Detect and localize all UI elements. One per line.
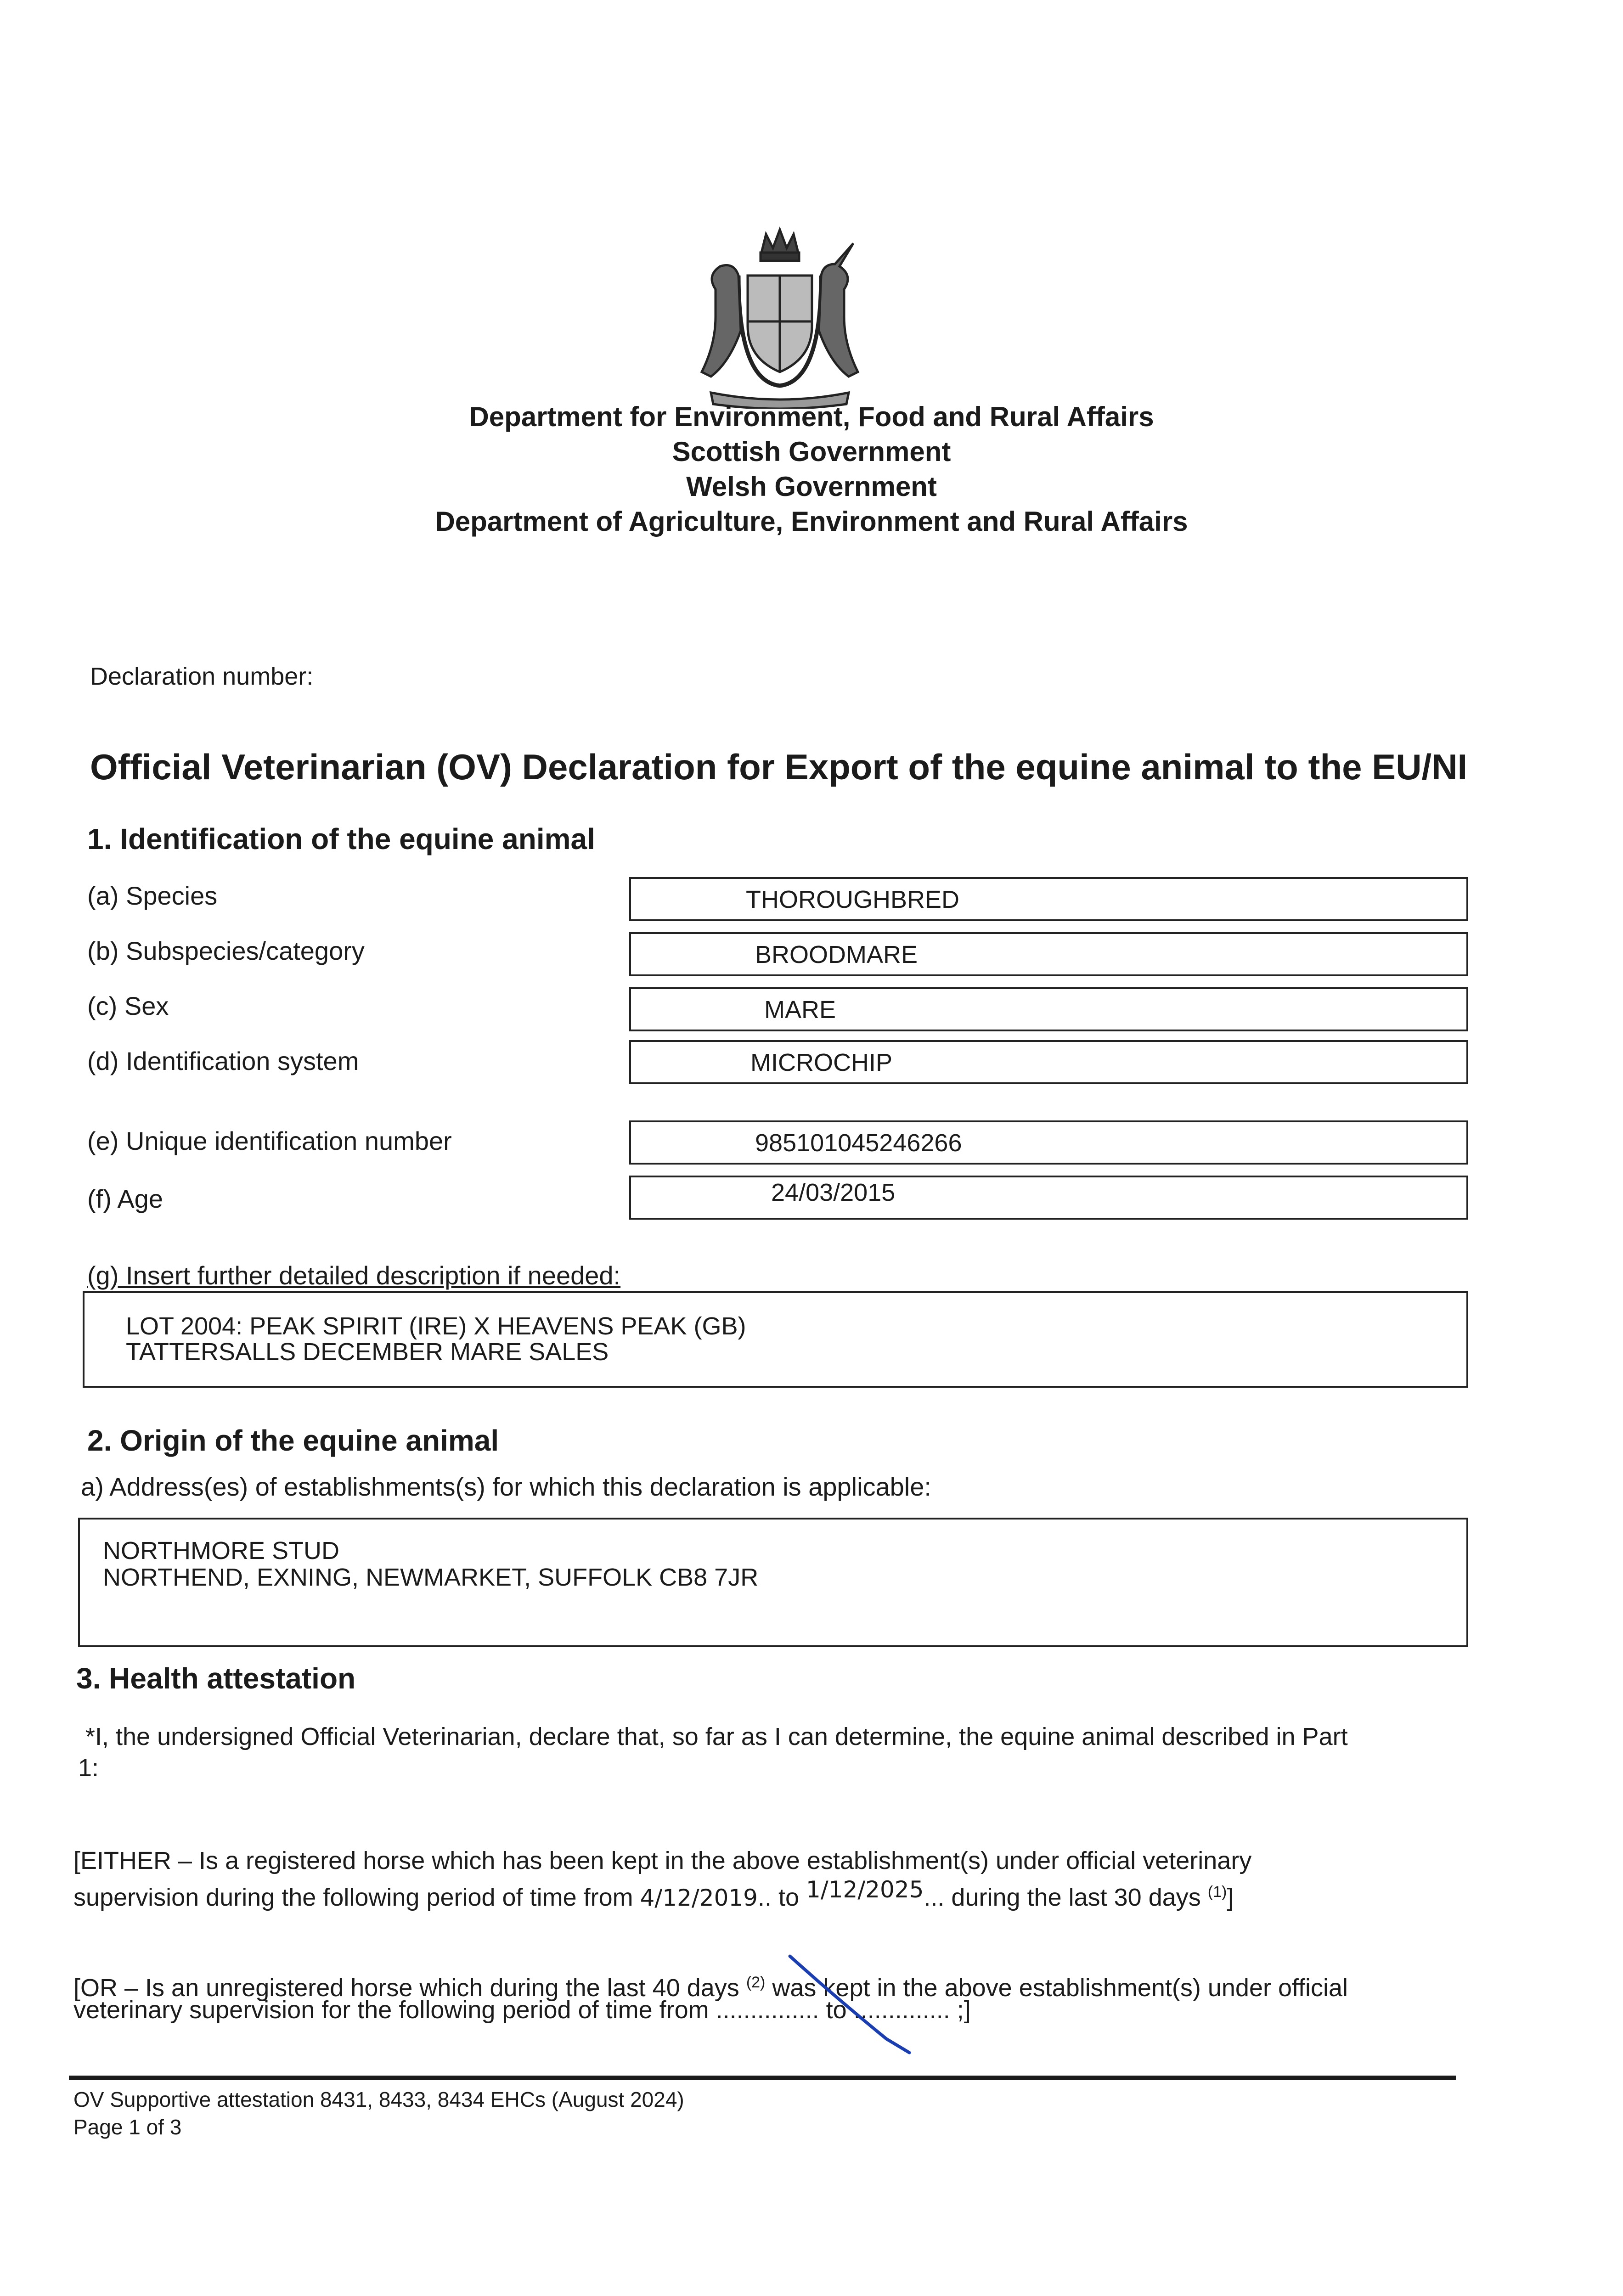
address-box[interactable]	[78, 1518, 1468, 1647]
footer-divider	[69, 2076, 1456, 2080]
or-line-2: veterinary supervision for the following period of time from ............... to .............. ;]	[73, 1996, 971, 2024]
footer-attestation-ref: OV Supportive attestation 8431, 8433, 8434 EHCs (August 2024)	[73, 2088, 684, 2111]
subspecies-field[interactable]	[629, 932, 1468, 976]
species-value: THOROUGHBRED	[746, 886, 960, 913]
unique-id-label: (e) Unique identification number	[87, 1126, 452, 1155]
identification-system-value: MICROCHIP	[750, 1049, 892, 1076]
or-text-b: was kept in the above establishment(s) under official	[765, 1974, 1348, 2002]
either-text-b: .. to	[758, 1884, 806, 1911]
either-from-date: 4/12/2019	[640, 1885, 758, 1911]
either-to-date: 1/12/2025	[806, 1876, 924, 1903]
identification-system-field[interactable]	[629, 1040, 1468, 1084]
address-line-1: NORTHMORE STUD	[103, 1537, 340, 1564]
department-scottish-government: Scottish Government	[672, 436, 951, 467]
age-field[interactable]	[629, 1176, 1468, 1220]
either-footnote-marker: (1)	[1207, 1883, 1227, 1901]
sex-value: MARE	[764, 996, 836, 1024]
footer-page-number: Page 1 of 3	[73, 2115, 182, 2139]
department-daera: Department of Agriculture, Environment and Rural Affairs	[435, 506, 1188, 537]
declaration-number-label: Declaration number:	[90, 663, 314, 690]
strike-through-mark	[781, 1947, 946, 2057]
or-text-a: [OR – Is an unregistered horse which during the last 40 days	[73, 1974, 746, 2002]
sex-label: (c) Sex	[87, 991, 169, 1020]
further-description-line-1: LOT 2004: PEAK SPIRIT (IRE) X HEAVENS PEAK (GB)	[126, 1312, 746, 1340]
age-label: (f) Age	[87, 1184, 163, 1213]
either-line-1: [EITHER – Is a registered horse which has been kept in the above establishment(s) under official veterinary	[73, 1847, 1252, 1874]
address-line-2: NORTHEND, EXNING, NEWMARKET, SUFFOLK CB8 7JR	[103, 1564, 759, 1591]
either-text-a: supervision during the following period of time from	[73, 1884, 640, 1911]
further-description-line-2: TATTERSALLS DECEMBER MARE SALES	[126, 1338, 609, 1366]
identification-system-label: (d) Identification system	[87, 1047, 359, 1075]
either-line-2	[73, 1877, 1460, 1913]
age-value: 24/03/2015	[771, 1179, 896, 1206]
section-2-heading: 2. Origin of the equine animal	[87, 1424, 499, 1457]
royal-coat-of-arms-icon	[683, 225, 876, 409]
health-intro-line-1: *I, the undersigned Official Veterinarian, declare that, so far as I can determine, the equine animal described in Part	[85, 1723, 1348, 1750]
page-title: Official Veterinarian (OV) Declaration for Export of the equine animal to the EU/NI	[90, 747, 1468, 787]
species-field[interactable]	[629, 877, 1468, 921]
subspecies-value: BROODMARE	[755, 941, 918, 968]
species-label: (a) Species	[87, 881, 218, 910]
address-label: a) Address(es) of establishments(s) for which this declaration is applicable:	[81, 1472, 931, 1501]
unique-id-value: 985101045246266	[755, 1129, 962, 1157]
health-intro-line-2: 1:	[78, 1754, 99, 1782]
further-description-box[interactable]	[83, 1291, 1468, 1388]
or-footnote-marker: (2)	[746, 1974, 766, 1991]
section-1-heading: 1. Identification of the equine animal	[87, 822, 595, 855]
department-welsh-government: Welsh Government	[686, 471, 937, 502]
sex-field[interactable]	[629, 987, 1468, 1031]
either-text-d: ]	[1227, 1884, 1234, 1911]
further-description-label: (g) Insert further detailed description if needed:	[87, 1261, 621, 1290]
either-text-c: ... during the last 30 days	[924, 1884, 1208, 1911]
subspecies-label: (b) Subspecies/category	[87, 936, 365, 965]
unique-id-field[interactable]	[629, 1120, 1468, 1165]
department-defra: Department for Environment, Food and Rural Affairs	[469, 401, 1154, 432]
section-3-heading: 3. Health attestation	[76, 1662, 356, 1695]
